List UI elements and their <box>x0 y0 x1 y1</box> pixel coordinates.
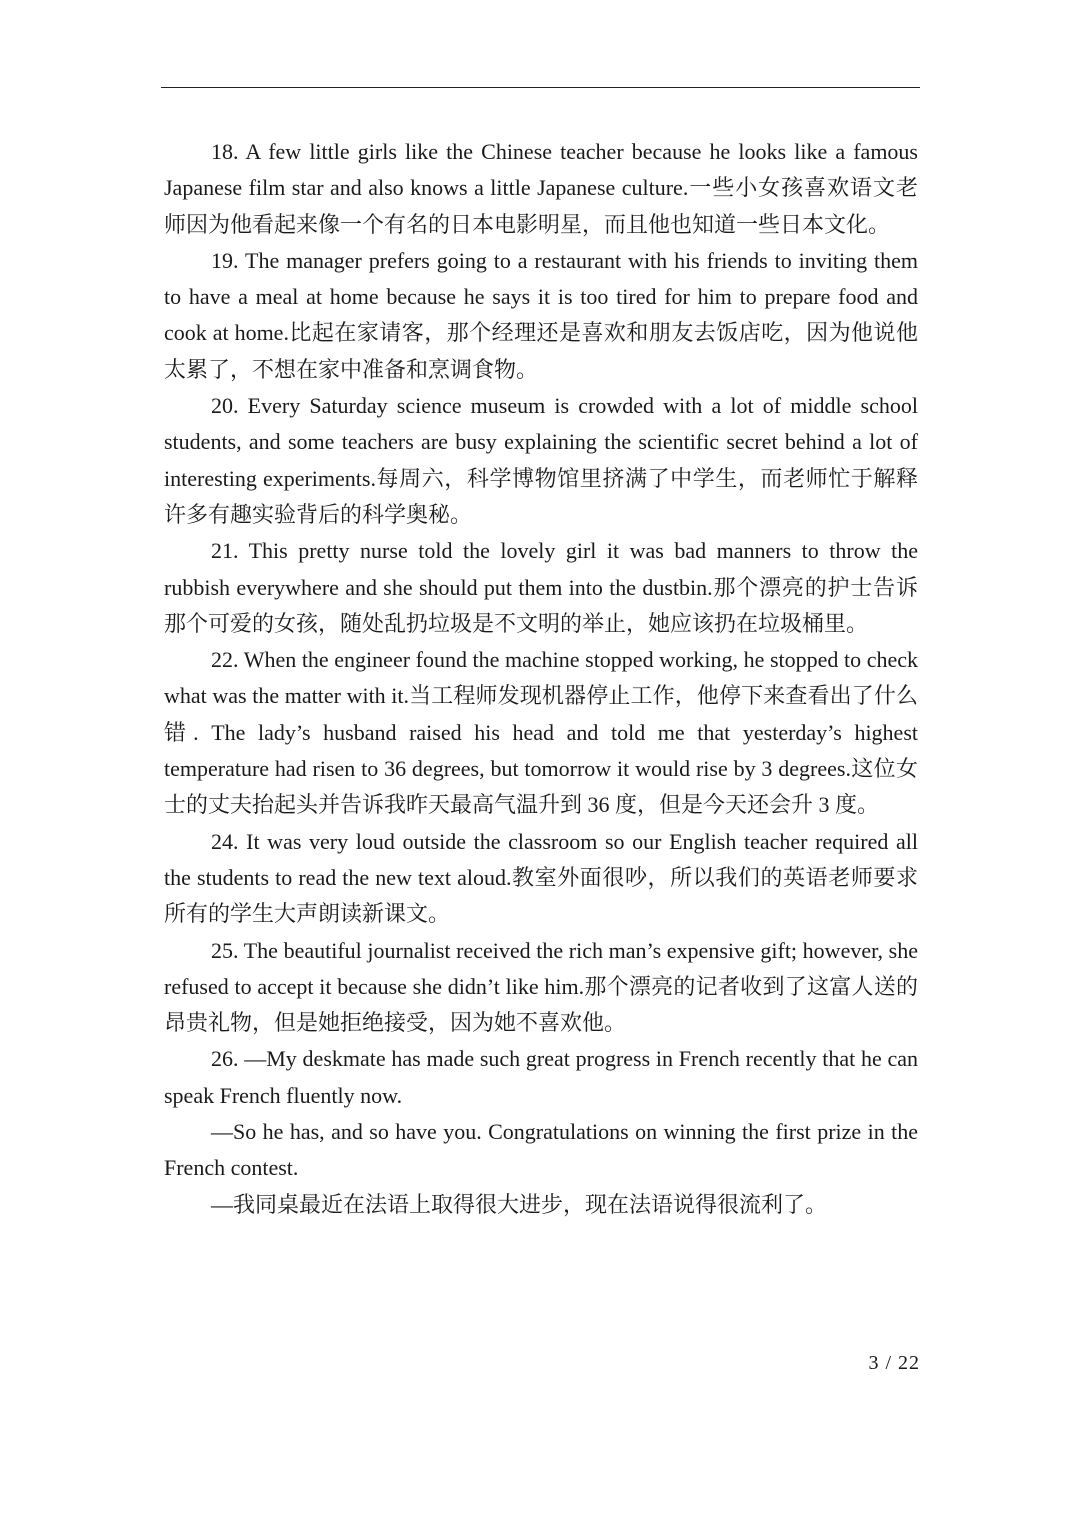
paragraph-20: 20. Every Saturday science museum is crowded with a lot of middle school students, and some teachers are busy explaining the scientific secret behind a lot of interesting experiments.每周六，科学博物馆里挤满了中学生，而老师忙于解释许多有趣实验背后的科学奥秘。 <box>164 393 918 527</box>
page-number: 3 / 22 <box>868 1352 920 1374</box>
document-body <box>164 134 918 1223</box>
paragraph-21: 21. This pretty nurse told the lovely girl it was bad manners to throw the rubbish everywhere and she should put them into the dustbin.那个漂亮的护士告诉那个可爱的女孩，随处乱扔垃圾是不文明的举止，她应该扔在垃圾桶里。 <box>164 538 918 636</box>
paragraph-19: 19. The manager prefers going to a restaurant with his friends to inviting them to have a meal at home because he says it is too tired for him to prepare food and cook at home.比起在家请客，那个经理还是喜欢和朋友去饭店吃，因为他说他太累了，不想在家中准备和烹调食物。 <box>164 247 918 382</box>
header-rule <box>161 87 920 88</box>
paragraph-26-question: 26. —My deskmate has made such great progress in French recently that he can speak French fluently now. <box>164 1046 918 1108</box>
paragraph-22: 22. When the engineer found the machine stopped working, he stopped to check what was the matter with it.当工程师发现机器停止工作，他停下来查看出了什么错. The lady’s husband raised his head and told me that yesterday’s highest temperature had risen to 36 degrees, but tomorrow it would rise by 3 degrees.这位女士的丈夫抬起头并告诉我昨天最高气温升到 36 度，但是今天还会升 3 度。 <box>164 647 918 818</box>
paragraph-24: 24. It was very loud outside the classroom so our English teacher required all the students to read the new text aloud.教室外面很吵，所以我们的英语老师要求所有的学生大声朗读新课文。 <box>164 828 918 927</box>
paragraph-26-answer: —So he has, and so have you. Congratulations on winning the first prize in the French contest. <box>164 1119 918 1181</box>
paragraph-18: 18. A few little girls like the Chinese teacher because he looks like a famous Japanese film star and also knows a little Japanese culture.一些小女孩喜欢语文老师因为他看起来像一个有名的日本电影明星，而且他也知道一些日本文化。 <box>164 139 918 237</box>
paragraph-26-translation: —我同桌最近在法语上取得很大进步，现在法语说得很流利了。 <box>211 1191 828 1217</box>
paragraph-25: 25. The beautiful journalist received the rich man’s expensive gift; however, she refused to accept it because she didn’t like him.那个漂亮的记者收到了这富人送的昂贵礼物，但是她拒绝接受，因为她不喜欢他。 <box>164 937 918 1036</box>
